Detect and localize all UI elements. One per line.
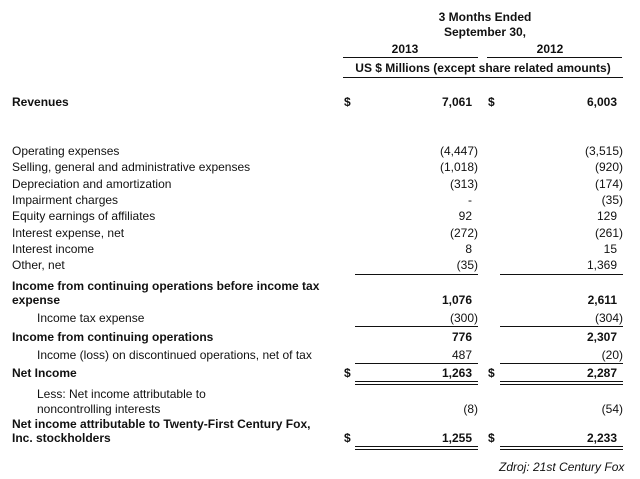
impairment-2012: (35)	[601, 193, 623, 207]
net-income-fox-2013: 1,255	[441, 431, 472, 445]
income-tax-2012: (304)	[594, 311, 623, 325]
income-before-tax-2012: 2,611	[587, 293, 617, 307]
income-before-tax-label-1: Income from continuing operations before income tax	[12, 279, 320, 293]
period-heading: 3 Months Ended	[438, 10, 532, 24]
revenues-label: Revenues	[12, 95, 69, 109]
net-income-label: Net Income	[12, 366, 77, 380]
income-continuing-2013: 776	[451, 330, 472, 344]
discontinued-2013: 487	[451, 348, 472, 362]
currency-symbol: $	[488, 366, 495, 380]
sga-label: Selling, general and administrative expenses	[12, 160, 251, 174]
discontinued-2012: (20)	[601, 348, 623, 362]
currency-symbol: $	[488, 431, 495, 445]
net-income-fox-2012: 2,233	[586, 431, 617, 445]
currency-symbol: $	[344, 95, 351, 109]
net-income-fox-label-1: Net income attributable to Twenty-First Century Fox,	[12, 417, 311, 431]
units-label: US $ Millions (except share related amounts)	[355, 61, 611, 75]
equity-earnings-2013: 92	[458, 209, 472, 223]
operating-expenses-2013: (4,447)	[439, 144, 478, 158]
source-note: Zdroj: 21st Century Fox	[499, 460, 625, 474]
noncontrolling-label-1: Less: Net income attributable to	[37, 387, 206, 401]
sga-2013: (1,018)	[439, 160, 478, 174]
income-before-tax-2013: 1,076	[441, 293, 472, 307]
noncontrolling-2013: (8)	[463, 402, 478, 416]
interest-income-label: Interest income	[12, 242, 95, 256]
sga-2012: (920)	[594, 160, 623, 174]
operating-expenses-label: Operating expenses	[12, 144, 120, 158]
income-tax-label: Income tax expense	[37, 311, 145, 325]
income-continuing-label: Income from continuing operations	[12, 330, 214, 344]
net-income-fox-label-2: Inc. stockholders	[12, 431, 111, 445]
year-2013-header: 2013	[391, 42, 419, 56]
impairment-label: Impairment charges	[12, 193, 119, 207]
operating-expenses-2012: (3,515)	[584, 144, 623, 158]
interest-expense-label: Interest expense, net	[12, 226, 125, 240]
noncontrolling-label-2: noncontrolling interests	[37, 402, 161, 416]
currency-symbol: $	[488, 95, 495, 109]
equity-earnings-label: Equity earnings of affiliates	[12, 209, 156, 223]
discontinued-label: Income (loss) on discontinued operations, net of tax	[37, 348, 312, 362]
other-net-2012: 1,369	[586, 258, 617, 272]
other-net-label: Other, net	[12, 258, 65, 272]
income-continuing-2012: 2,307	[586, 330, 617, 344]
currency-symbol: $	[344, 431, 351, 445]
interest-expense-2012: (261)	[594, 226, 623, 240]
interest-income-2012: 15	[603, 242, 617, 256]
revenues-2013: 7,061	[441, 95, 472, 109]
interest-expense-2013: (272)	[449, 226, 478, 240]
income-before-tax-label-2: expense	[12, 293, 61, 307]
impairment-2013: -	[468, 193, 472, 207]
other-net-2013: (35)	[456, 258, 478, 272]
currency-symbol: $	[344, 366, 351, 380]
income-tax-2013: (300)	[449, 311, 478, 325]
year-2012-header: 2012	[536, 42, 564, 56]
noncontrolling-2012: (54)	[601, 402, 623, 416]
depreciation-2013: (313)	[449, 177, 478, 191]
period-subheading: September 30,	[443, 25, 527, 39]
interest-income-2013: 8	[465, 242, 472, 256]
depreciation-2012: (174)	[594, 177, 623, 191]
equity-earnings-2012: 129	[596, 209, 617, 223]
net-income-2013: 1,263	[441, 366, 472, 380]
depreciation-label: Depreciation and amortization	[12, 177, 172, 191]
revenues-2012: 6,003	[586, 95, 617, 109]
net-income-2012: 2,287	[586, 366, 617, 380]
